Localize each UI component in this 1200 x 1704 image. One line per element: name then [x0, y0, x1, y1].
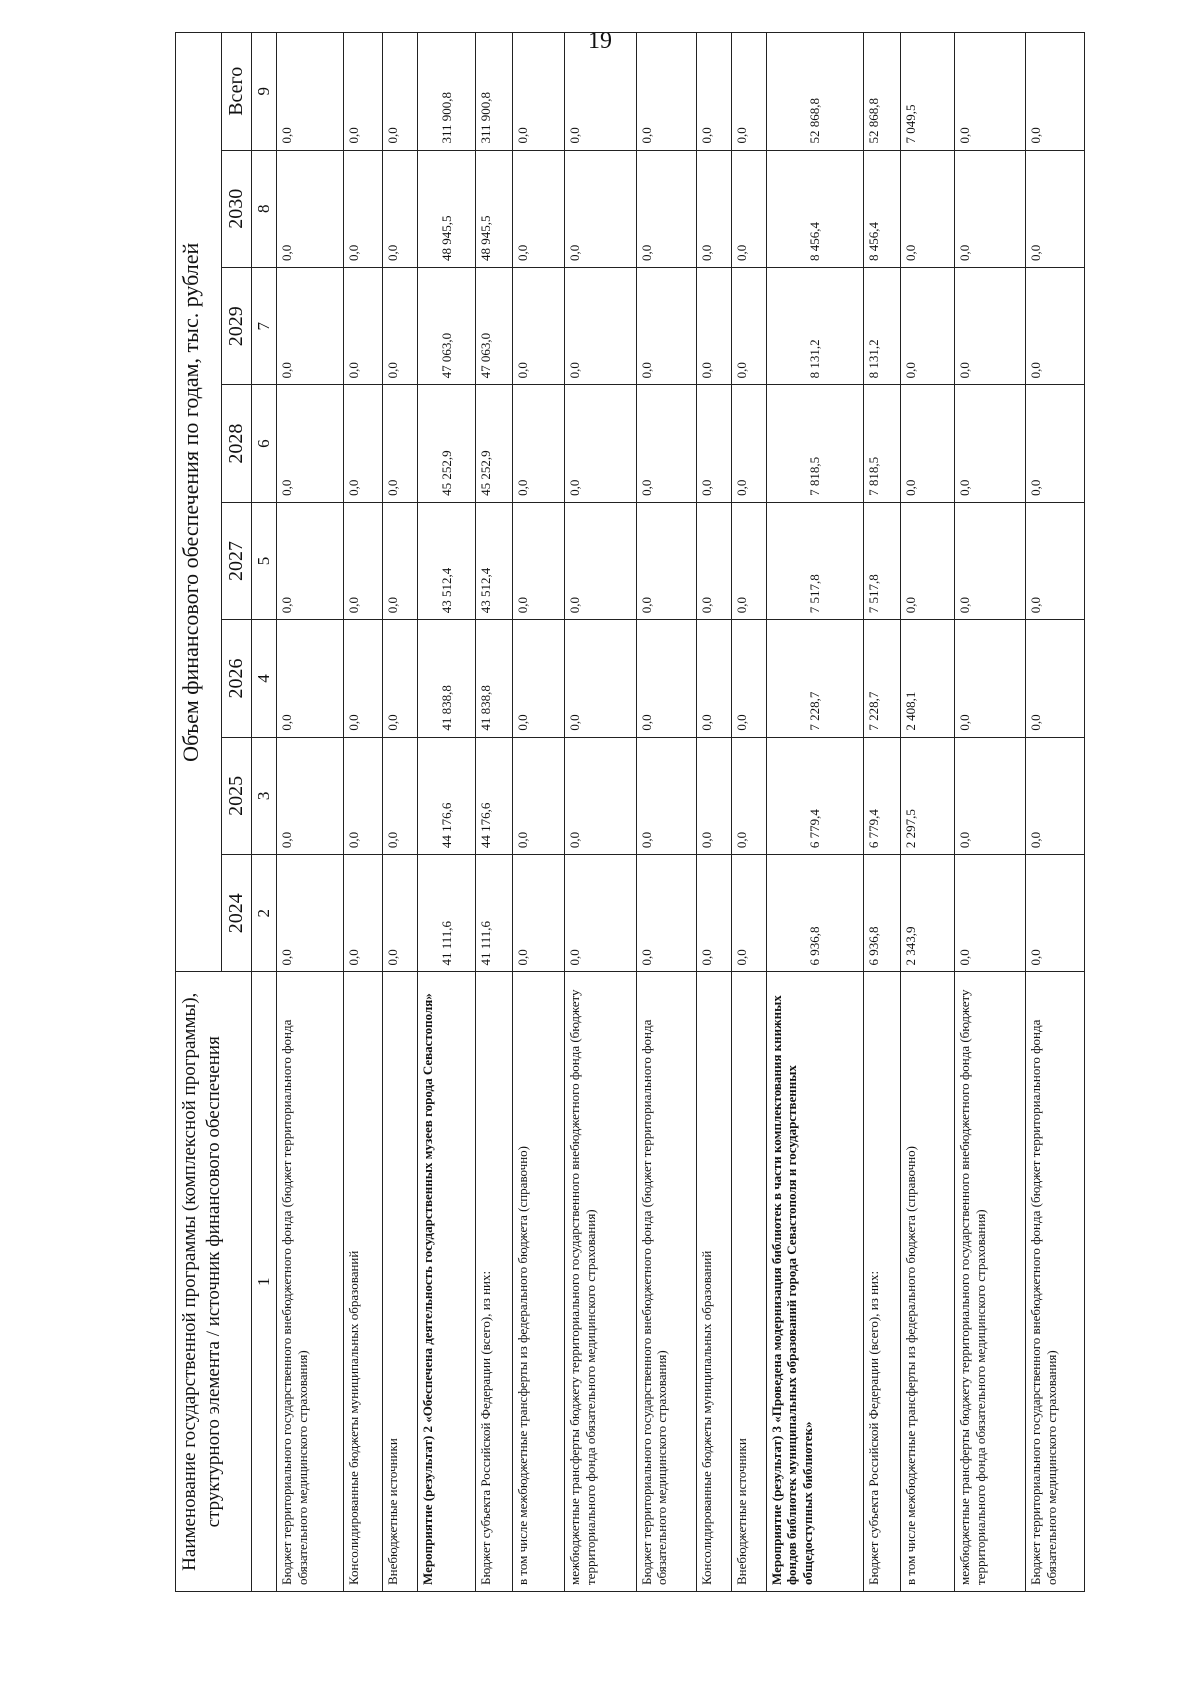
year-value-cell: 0,0 — [731, 855, 766, 972]
year-value-cell: 41 838,8 — [417, 620, 475, 737]
year-value-cell: 0,0 — [344, 620, 383, 737]
year-value-cell: 0,0 — [344, 737, 383, 854]
year-value-cell: 0,0 — [565, 855, 636, 972]
year-header: 2024 — [222, 855, 252, 972]
year-value-cell: 0,0 — [1026, 150, 1085, 267]
column-number: 9 — [252, 33, 277, 151]
table-row — [697, 33, 732, 1592]
year-value-cell: 0,0 — [954, 737, 1025, 854]
row-name-cell: в том числе межбюджетные трансферты из федерального бюджета (справочно) — [900, 972, 954, 1592]
year-value-cell: 45 252,9 — [476, 385, 513, 502]
total-value-cell: 7 049,5 — [900, 33, 954, 151]
column-number: 3 — [252, 737, 277, 854]
year-value-cell: 0,0 — [383, 267, 418, 384]
row-name-cell: межбюджетные трансферты бюджету территориального государственного внебюджетного фонда (бюджету территориального фонда обязательного медицинского страхования) — [954, 972, 1025, 1592]
table-row — [1026, 33, 1085, 1592]
year-value-cell: 0,0 — [513, 737, 565, 854]
year-value-cell: 0,0 — [344, 855, 383, 972]
year-value-cell: 47 063,0 — [476, 267, 513, 384]
year-value-cell: 0,0 — [636, 385, 697, 502]
page-number: 19 — [588, 28, 612, 54]
year-value-cell: 0,0 — [383, 502, 418, 619]
year-value-cell: 8 131,2 — [863, 267, 900, 384]
year-value-cell: 0,0 — [954, 385, 1025, 502]
year-value-cell: 41 111,6 — [476, 855, 513, 972]
year-value-cell: 0,0 — [636, 620, 697, 737]
row-name-cell: в том числе межбюджетные трансферты из федерального бюджета (справочно) — [513, 972, 565, 1592]
table-row — [766, 33, 863, 1592]
row-name-cell: Мероприятие (результат) 3 «Проведена модернизация библиотек в части комплектования книжных фондов библиотек муниципальных образований города Севастополя и государственных общедоступных библиотек» — [766, 972, 863, 1592]
year-value-cell: 0,0 — [1026, 855, 1085, 972]
total-value-cell: 0,0 — [383, 33, 418, 151]
year-value-cell: 0,0 — [344, 385, 383, 502]
row-name-cell: Бюджет территориального государственного внебюджетного фонда (бюджет территориального фонда обязательного медицинского страхования) — [1026, 972, 1085, 1592]
year-value-cell: 0,0 — [697, 620, 732, 737]
year-value-cell: 41 111,6 — [417, 855, 475, 972]
year-value-cell: 0,0 — [731, 737, 766, 854]
row-name-cell: Консолидированные бюджеты муниципальных образований — [697, 972, 732, 1592]
year-value-cell: 0,0 — [1026, 737, 1085, 854]
column-number: 8 — [252, 150, 277, 267]
total-value-cell: 0,0 — [954, 33, 1025, 151]
row-name-cell: Консолидированные бюджеты муниципальных образований — [344, 972, 383, 1592]
year-value-cell: 7 517,8 — [766, 502, 863, 619]
year-value-cell: 0,0 — [954, 620, 1025, 737]
year-value-cell: 0,0 — [636, 737, 697, 854]
total-value-cell: 52 868,8 — [766, 33, 863, 151]
year-value-cell: 7 228,7 — [863, 620, 900, 737]
year-value-cell: 0,0 — [697, 737, 732, 854]
year-value-cell: 0,0 — [277, 737, 344, 854]
year-value-cell: 7 517,8 — [863, 502, 900, 619]
year-value-cell: 0,0 — [565, 620, 636, 737]
row-name-cell: Внебюджетные источники — [383, 972, 418, 1592]
year-value-cell: 0,0 — [383, 620, 418, 737]
year-value-cell: 44 176,6 — [476, 737, 513, 854]
year-value-cell: 0,0 — [565, 385, 636, 502]
year-value-cell: 43 512,4 — [417, 502, 475, 619]
table-row — [476, 33, 513, 1592]
total-value-cell: 0,0 — [731, 33, 766, 151]
table-row — [383, 33, 418, 1592]
row-name-cell: Бюджет территориального государственного внебюджетного фонда (бюджет территориального фонда обязательного медицинского страхования) — [636, 972, 697, 1592]
column-number: 5 — [252, 502, 277, 619]
row-name-cell: Мероприятие (результат) 2 «Обеспечена деятельность государственных музеев города Севастополя» — [417, 972, 475, 1592]
total-value-cell: 0,0 — [636, 33, 697, 151]
column-number: 7 — [252, 267, 277, 384]
year-value-cell: 0,0 — [731, 620, 766, 737]
year-value-cell: 8 456,4 — [863, 150, 900, 267]
table-row — [636, 33, 697, 1592]
year-value-cell: 0,0 — [697, 267, 732, 384]
year-value-cell: 44 176,6 — [417, 737, 475, 854]
year-value-cell: 0,0 — [697, 855, 732, 972]
year-value-cell: 2 343,9 — [900, 855, 954, 972]
column-number: 1 — [252, 972, 277, 1592]
year-header: 2025 — [222, 737, 252, 854]
row-name-cell: Внебюджетные источники — [731, 972, 766, 1592]
column-number: 2 — [252, 855, 277, 972]
year-value-cell: 0,0 — [636, 855, 697, 972]
year-value-cell: 0,0 — [565, 150, 636, 267]
year-value-cell: 0,0 — [513, 855, 565, 972]
year-value-cell: 0,0 — [1026, 267, 1085, 384]
year-header: 2027 — [222, 502, 252, 619]
year-value-cell: 0,0 — [344, 150, 383, 267]
year-value-cell: 0,0 — [900, 502, 954, 619]
financing-table — [175, 32, 1085, 1592]
total-value-cell: 0,0 — [277, 33, 344, 151]
total-header: Всего — [222, 33, 252, 151]
name-column-header: Наименование государственной программы (комплексной программы), структурного элемента / источник финансового обеспечения — [176, 972, 252, 1592]
year-value-cell: 8 456,4 — [766, 150, 863, 267]
row-name-cell: межбюджетные трансферты бюджету территориального государственного внебюджетного фонда (бюджету территориального фонда обязательного медицинского страхования) — [565, 972, 636, 1592]
year-header: 2026 — [222, 620, 252, 737]
year-value-cell: 0,0 — [900, 267, 954, 384]
year-header: 2028 — [222, 385, 252, 502]
total-value-cell: 52 868,8 — [863, 33, 900, 151]
year-value-cell: 7 228,7 — [766, 620, 863, 737]
year-value-cell: 0,0 — [731, 502, 766, 619]
year-value-cell: 0,0 — [277, 385, 344, 502]
table-row — [900, 33, 954, 1592]
year-value-cell: 0,0 — [513, 502, 565, 619]
year-value-cell: 0,0 — [565, 267, 636, 384]
year-value-cell: 0,0 — [1026, 502, 1085, 619]
year-value-cell: 0,0 — [697, 502, 732, 619]
year-value-cell: 41 838,8 — [476, 620, 513, 737]
column-number: 6 — [252, 385, 277, 502]
year-value-cell: 0,0 — [513, 620, 565, 737]
row-name-cell: Бюджет территориального государственного внебюджетного фонда (бюджет территориального фонда обязательного медицинского страхования) — [277, 972, 344, 1592]
row-name-cell: Бюджет субъекта Российской Федерации (всего), из них: — [476, 972, 513, 1592]
year-value-cell: 48 945,5 — [417, 150, 475, 267]
table-row — [513, 33, 565, 1592]
year-value-cell: 0,0 — [383, 737, 418, 854]
year-value-cell: 2 408,1 — [900, 620, 954, 737]
total-value-cell: 0,0 — [697, 33, 732, 151]
year-value-cell: 0,0 — [277, 620, 344, 737]
year-value-cell: 7 818,5 — [863, 385, 900, 502]
year-value-cell: 6 936,8 — [766, 855, 863, 972]
year-value-cell: 0,0 — [383, 385, 418, 502]
table-row — [344, 33, 383, 1592]
total-value-cell: 311 900,8 — [417, 33, 475, 151]
year-value-cell: 0,0 — [697, 385, 732, 502]
year-value-cell: 6 779,4 — [863, 737, 900, 854]
total-value-cell: 0,0 — [1026, 33, 1085, 151]
year-value-cell: 0,0 — [277, 855, 344, 972]
table-row — [417, 33, 475, 1592]
year-value-cell: 0,0 — [954, 855, 1025, 972]
financing-group-header: Объем финансового обеспечения по годам, тыс. рублей — [176, 33, 222, 973]
rotated-table-container — [175, 32, 1085, 1592]
total-value-cell: 0,0 — [565, 33, 636, 151]
year-value-cell: 0,0 — [277, 502, 344, 619]
year-value-cell: 0,0 — [1026, 385, 1085, 502]
year-value-cell: 48 945,5 — [476, 150, 513, 267]
year-value-cell: 0,0 — [344, 502, 383, 619]
column-number-row — [252, 33, 277, 1592]
year-value-cell: 6 936,8 — [863, 855, 900, 972]
total-value-cell: 311 900,8 — [476, 33, 513, 151]
row-name-cell: Бюджет субъекта Российской Федерации (всего), из них: — [863, 972, 900, 1592]
year-value-cell: 0,0 — [344, 267, 383, 384]
year-value-cell: 0,0 — [900, 385, 954, 502]
year-value-cell: 0,0 — [513, 267, 565, 384]
column-number: 4 — [252, 620, 277, 737]
year-value-cell: 0,0 — [731, 150, 766, 267]
table-row — [863, 33, 900, 1592]
year-value-cell: 0,0 — [900, 150, 954, 267]
year-value-cell: 0,0 — [697, 150, 732, 267]
year-value-cell: 0,0 — [513, 150, 565, 267]
table-row — [954, 33, 1025, 1592]
year-value-cell: 0,0 — [383, 855, 418, 972]
year-value-cell: 8 131,2 — [766, 267, 863, 384]
year-value-cell: 7 818,5 — [766, 385, 863, 502]
table-body — [277, 33, 1085, 1592]
year-value-cell: 0,0 — [731, 267, 766, 384]
year-header: 2029 — [222, 267, 252, 384]
table-row — [731, 33, 766, 1592]
year-value-cell: 0,0 — [513, 385, 565, 502]
year-value-cell: 0,0 — [636, 502, 697, 619]
table-row — [565, 33, 636, 1592]
year-value-cell: 0,0 — [954, 502, 1025, 619]
year-header: 2030 — [222, 150, 252, 267]
year-value-cell: 6 779,4 — [766, 737, 863, 854]
year-value-cell: 0,0 — [277, 267, 344, 384]
year-value-cell: 0,0 — [277, 150, 344, 267]
year-value-cell: 0,0 — [1026, 620, 1085, 737]
year-value-cell: 0,0 — [954, 150, 1025, 267]
year-value-cell: 45 252,9 — [417, 385, 475, 502]
year-value-cell: 47 063,0 — [417, 267, 475, 384]
year-value-cell: 0,0 — [636, 150, 697, 267]
table-row — [277, 33, 344, 1592]
year-value-cell: 0,0 — [954, 267, 1025, 384]
year-value-cell: 2 297,5 — [900, 737, 954, 854]
total-value-cell: 0,0 — [344, 33, 383, 151]
year-value-cell: 0,0 — [565, 502, 636, 619]
year-value-cell: 0,0 — [565, 737, 636, 854]
year-value-cell: 0,0 — [731, 385, 766, 502]
year-value-cell: 0,0 — [636, 267, 697, 384]
total-value-cell: 0,0 — [513, 33, 565, 151]
year-value-cell: 0,0 — [383, 150, 418, 267]
year-value-cell: 43 512,4 — [476, 502, 513, 619]
